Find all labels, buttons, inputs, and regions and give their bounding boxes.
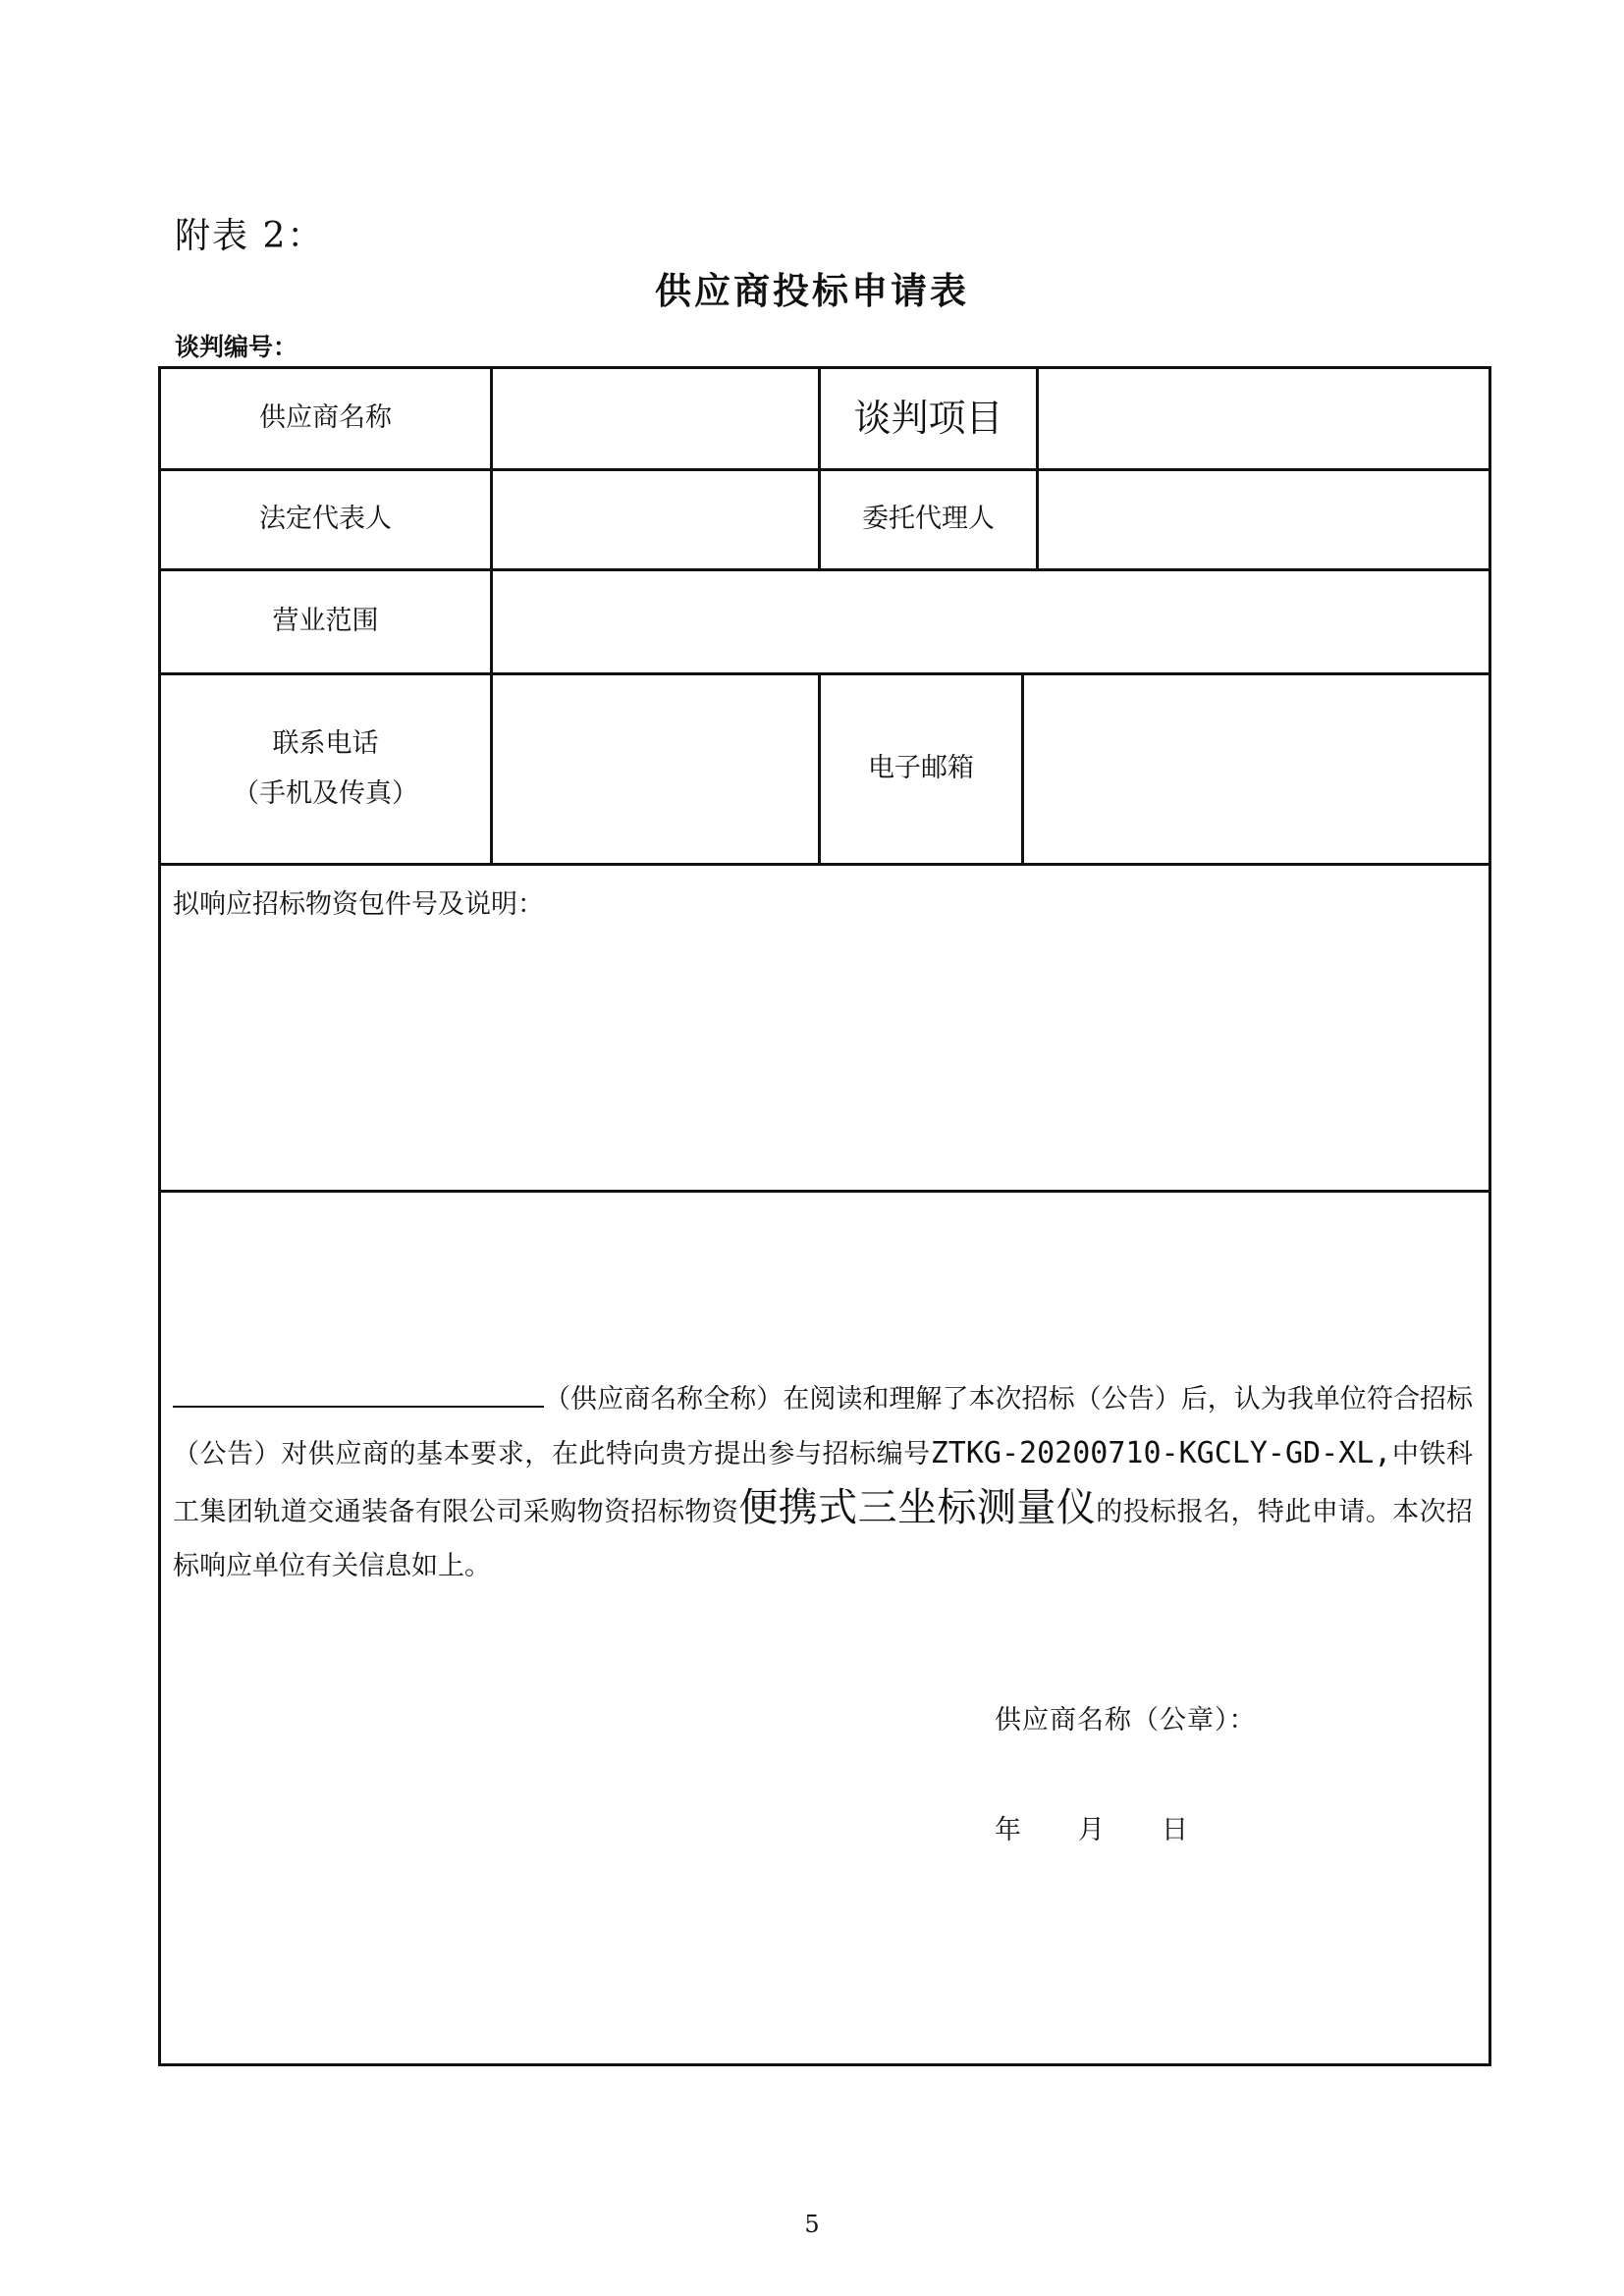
item-name: 便携式三坐标测量仪 (738, 1485, 1097, 1530)
negotiation-project-field[interactable] (1038, 368, 1490, 470)
annex-label: 附表 2： (175, 216, 325, 256)
supplier-name-blank[interactable] (173, 1376, 544, 1408)
contact-phone-field[interactable] (492, 674, 820, 865)
package-description-cell[interactable] (160, 865, 1490, 1192)
application-form-table (158, 366, 1491, 2066)
supplier-name-label: 供应商名称 (160, 368, 492, 470)
contact-phone-label-cell (160, 674, 492, 865)
negotiation-number-label: 谈判编号： (175, 333, 298, 361)
authorized-agent-field[interactable] (1038, 470, 1490, 570)
package-description-label: 拟响应招标物资包件号及说明： (173, 889, 544, 920)
declaration-part3: 的投标报名，特此申请。本次招标响应单位有关信息如上。 (173, 1497, 1474, 1581)
declaration-part2: 中铁科工集团轨道交通装备有限公司采购物资招标物资 (173, 1439, 1474, 1527)
form-title: 供应商投标申请表 (655, 270, 969, 312)
business-scope-field[interactable] (492, 570, 1490, 674)
legal-representative-field[interactable] (492, 470, 820, 570)
email-label: 电子邮箱 (820, 674, 1023, 865)
signature-date (995, 1813, 1245, 1848)
date-year: 年 (995, 1815, 1021, 1845)
contact-phone-label: 联系电话 (272, 728, 379, 760)
business-scope-label: 营业范围 (160, 570, 492, 674)
negotiation-project-label: 谈判项目 (820, 368, 1038, 470)
supplier-name-field[interactable] (492, 368, 820, 470)
form-row-declaration (160, 1192, 1490, 2065)
tender-code: ZTKG-20200710-KGCLY-GD-XL, (930, 1436, 1392, 1470)
page-number: 5 (804, 2211, 820, 2238)
date-day: 日 (1162, 1815, 1188, 1845)
legal-representative-label: 法定代表人 (160, 470, 492, 570)
email-field[interactable] (1023, 674, 1490, 865)
seal-label: 供应商名称（公章）： (995, 1705, 1257, 1735)
declaration-wrapper (161, 1193, 1489, 2063)
declaration-text (173, 1372, 1473, 1593)
declaration-part1: （供应商名称全称）在阅读和理解了本次招标（公告）后，认为我单位符合招标（公告）对供应商的基本要求，在此特向贵方提出参与招标编号 (173, 1384, 1474, 1469)
form-row-business-scope (160, 570, 1490, 674)
form-row-package (160, 865, 1490, 1192)
form-row-representatives (160, 470, 1490, 570)
declaration-cell (160, 1192, 1490, 2065)
contact-phone-sublabel: （手机及传真） (233, 777, 418, 809)
authorized-agent-label: 委托代理人 (820, 470, 1038, 570)
form-row-contact (160, 674, 1490, 865)
form-row-supplier (160, 368, 1490, 470)
date-month: 月 (1078, 1815, 1105, 1845)
